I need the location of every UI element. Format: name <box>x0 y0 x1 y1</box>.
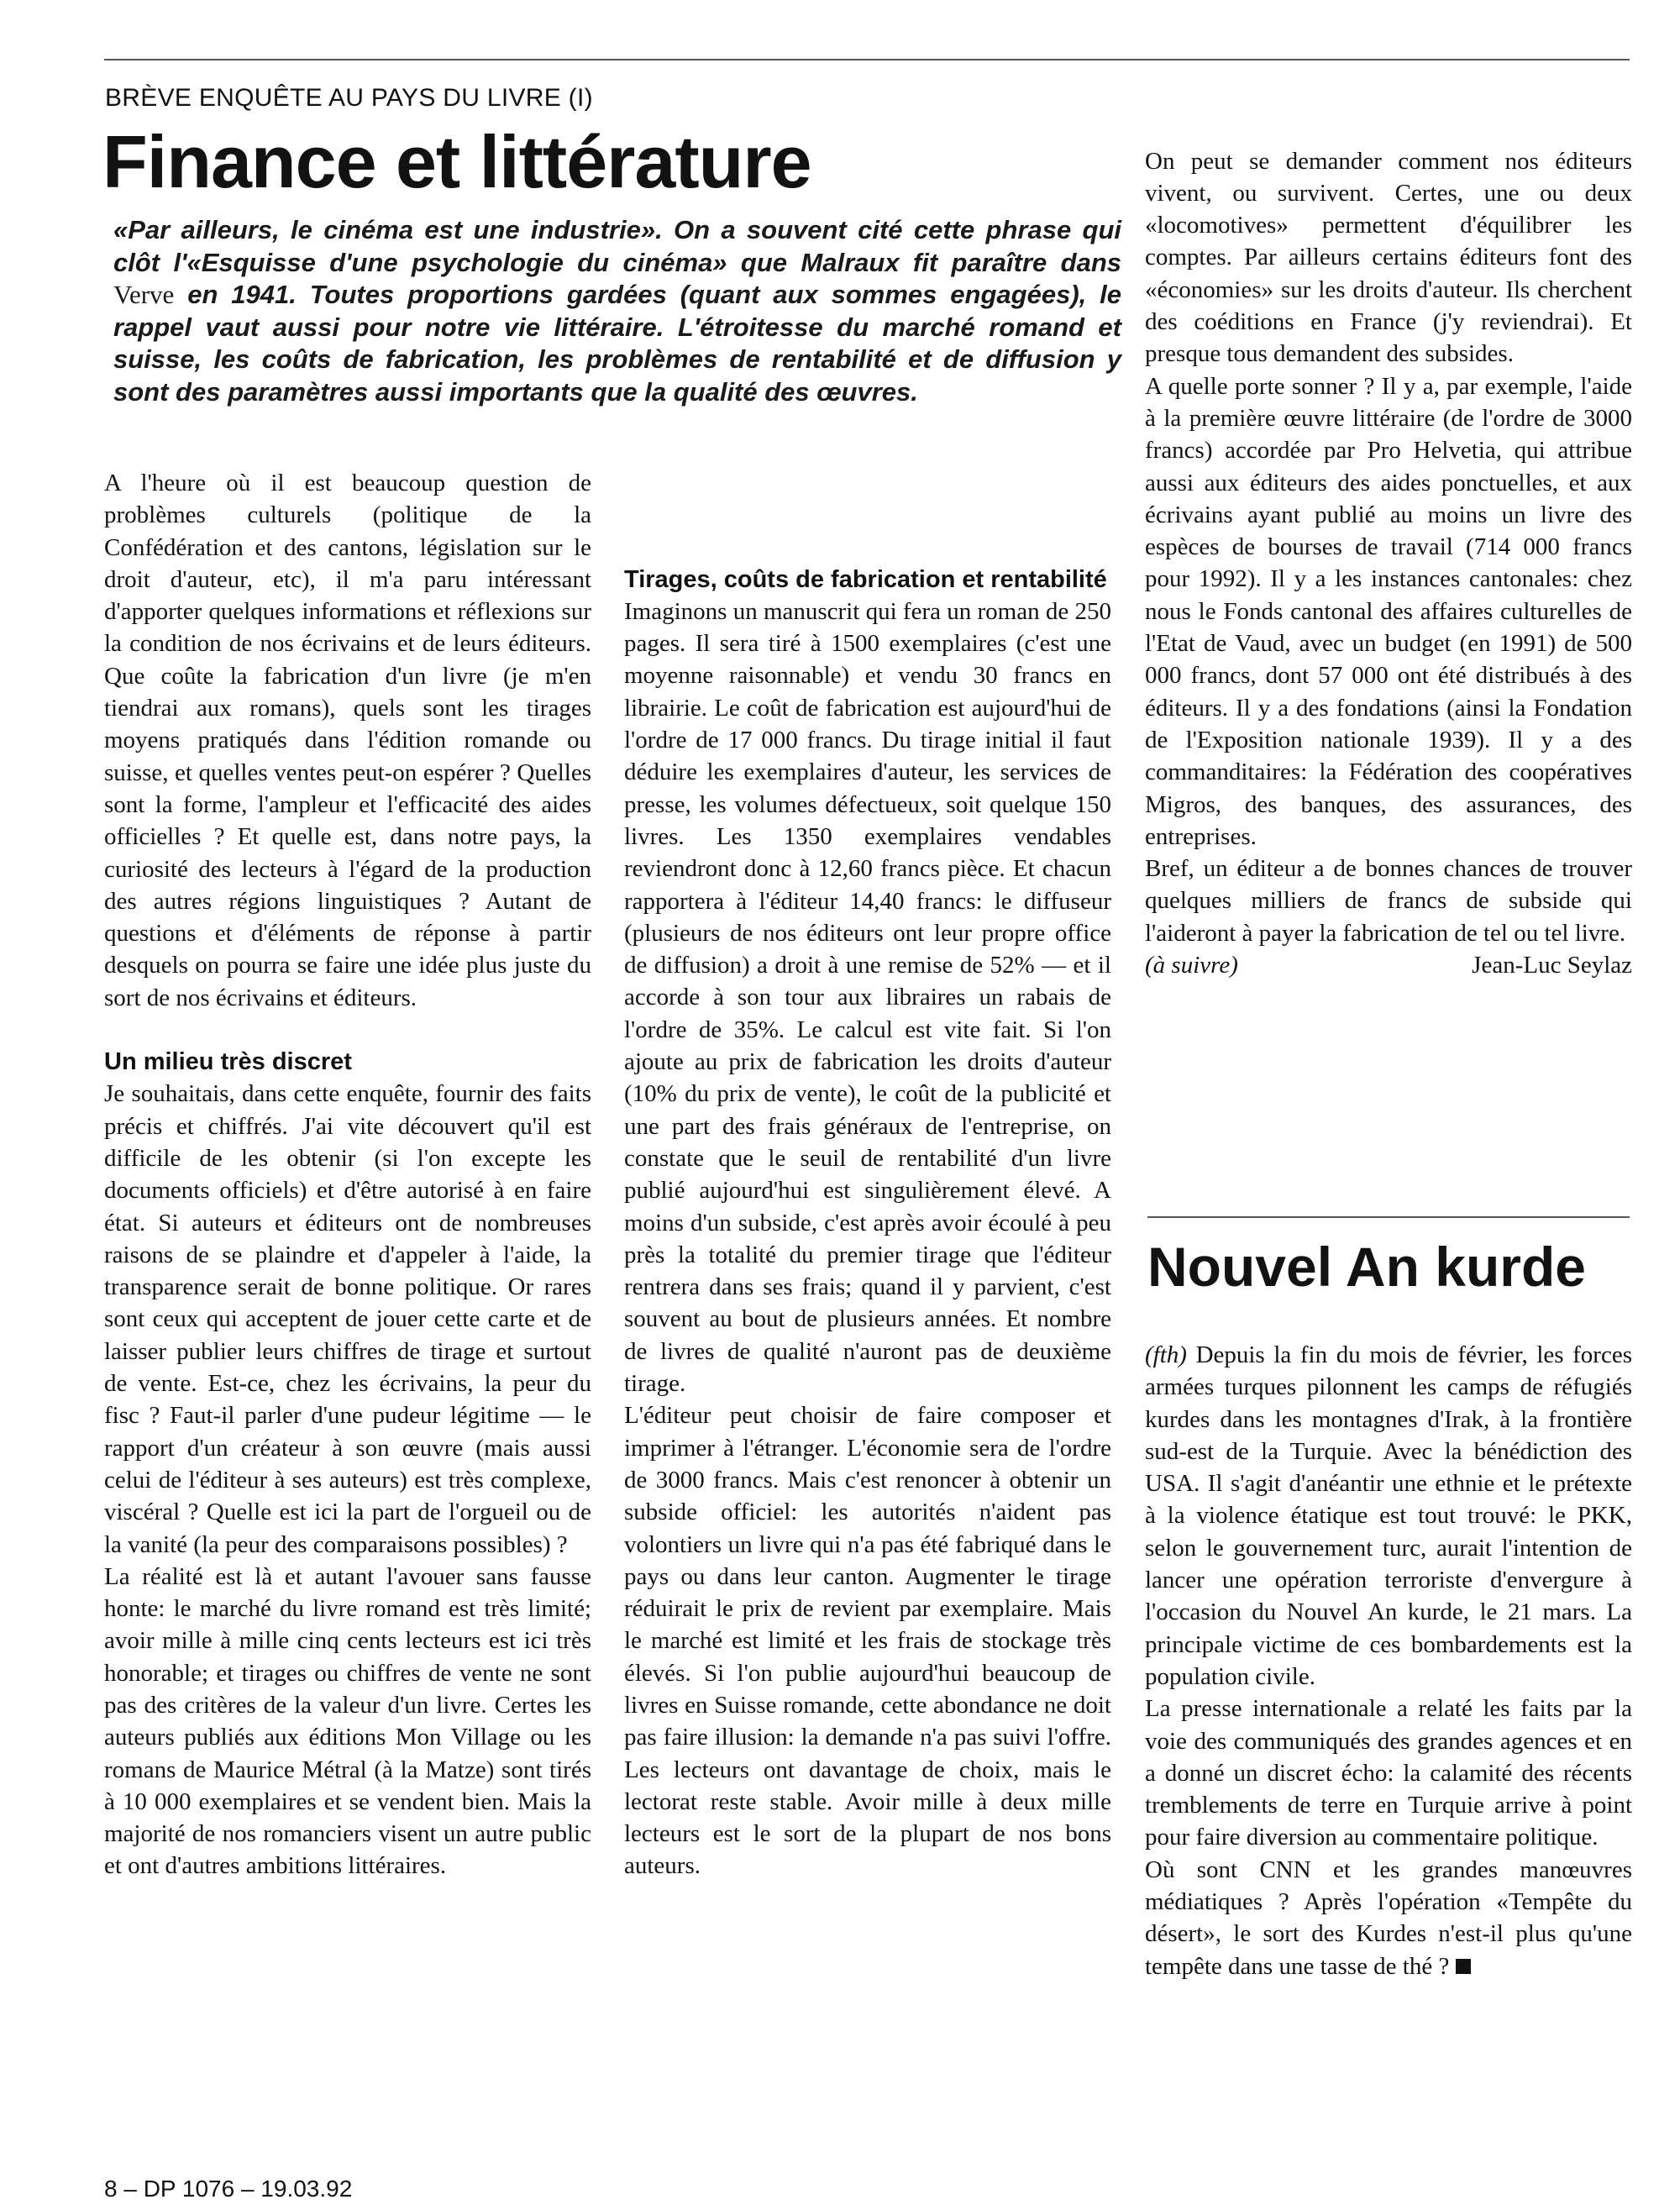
paragraph: (fth) Depuis la fin du mois de février, les forces armées turques pilonnent les camps de réfugiés kurdes dans les montagnes d'Irak, à la frontière sud-est de la Turquie. Avec la bénédiction des USA. Il s'agit d'anéantir une ethnie et le prétexte à la violence étatique est tout trouvé: le PKK, selon le gouvernement turc, aurait l'intention de lancer une opération terroriste d'envergure à l'occasion du Nouvel An kurde, le 21 mars. La principale victime de ces bombardements est la population civile. <box>1145 1341 1632 1690</box>
lead-journal-name: Verve <box>113 280 175 309</box>
paragraph: La réalité est là et autant l'avouer sans fausse honte: le marché du livre romand est très limité; avoir mille à mille cinq cents lecteurs est ici très honorable; et tirages ou chiffres de vente ne sont pas des critères de la valeur d'un livre. Certes les auteurs publiés aux éditions Mon Village ou les romans de Maurice Métral (à la Matze) sont tirés à 10 000 exemplaires et se vendent bien. Mais la majorité de nos romanciers visent un autre public et ont d'autres ambitions littéraires. <box>104 1562 591 1880</box>
article-title: Finance et littérature <box>102 120 811 203</box>
article-divider <box>1147 1216 1630 1218</box>
text-column-1 <box>104 467 591 1882</box>
paragraph: On peut se demander comment nos éditeurs vivent, ou survivent. Certes, une ou deux «locomotives» permettent d'équilibrer les comptes. Par ailleurs certains éditeurs font des «économies» sur les droits d'auteur. Ils cherchent des coéditions en France (j'y reviendrai). Et presque tous demandent des subsides. <box>1145 147 1632 368</box>
article-kicker: BRÈVE ENQUÊTE AU PAYS DU LIVRE (I) <box>105 84 593 112</box>
signature-line <box>1145 949 1632 981</box>
section-heading-milieu: Un milieu très discret <box>104 1048 352 1076</box>
end-of-article-mark <box>1456 1959 1471 1974</box>
section-heading-tirages: Tirages, coûts de fabrication et rentabilité <box>624 565 1107 593</box>
lead-text-1: «Par ailleurs, le cinéma est une industrie». On a souvent cité cette phrase qui clôt l'«Esquisse d'une psychologie du cinéma» que Malraux fit paraître dans <box>113 215 1121 277</box>
paragraph: Imaginons un manuscrit qui fera un roman de 250 pages. Il sera tiré à 1500 exemplaires (c'est une moyenne raisonnable) et vendu 30 francs en librairie. Le coût de fabrication est aujourd'hui de l'ordre de 17 000 francs. Du tirage initial il faut déduire les exemplaires d'auteur, les services de presse, les volumes défectueux, soit quelque 150 livres. Les 1350 exemplaires vendables reviendront donc à 12,60 francs pièce. Et chacun rapportera à l'éditeur 14,40 francs: le diffuseur (plusieurs de nos éditeurs ont leur propre office de diffusion) a droit à une remise de 52% — et il accorde à son tour aux libraires un rabais de l'ordre de 35%. Le calcul est vite fait. Si l'on ajoute au prix de fabrication les droits d'auteur (10% du prix de vente), le coût de la publicité et une part des frais généraux de l'entreprise, on constate que le seuil de rentabilité d'un livre publié aujourd'hui est singulièrement élevé. A moins d'un subside, c'est après avoir écoulé à peu près la totalité du premier tirage que l'éditeur rentrera dans ses frais; quand il y parvient, c'est souvent au bout de plusieurs années. Et nombre de livres de qualité n'auront pas de deuxième tirage. <box>624 597 1111 1398</box>
text-column-3 <box>1145 81 1632 981</box>
article-lead <box>113 214 1121 408</box>
top-rule <box>104 59 1630 60</box>
byline: (fth) <box>1145 1341 1187 1368</box>
paragraph: A l'heure où il est beaucoup question de problèmes culturels (politique de la Confédération et des cantons, législation sur le droit d'auteur, etc), il m'a paru intéressant d'apporter quelques informations et réflexions sur la condition de nos écrivains et de leurs éditeurs. Que coûte la fabrication d'un livre (je m'en tiendrai aux romans), quels sont les tirages moyens pratiqués dans l'édition romande ou suisse, et quelles ventes peut-on espérer ? Quelles sont la forme, l'ampleur et l'efficacité des aides officielles ? Et quelle est, dans notre pays, la curiosité des lecteurs à l'égard de la production des autres régions linguistiques ? Autant de questions et d'éléments de réponse à partir desquels on pourra se faire une idée plus juste du sort de nos écrivains et éditeurs. <box>104 470 591 1011</box>
paragraph: La presse internationale a relaté les faits par la voie des communiqués des grandes agences et en a donné un discret écho: la calamité des récents tremblements de terre en Turquie arrive à point pour faire diversion au commentaire politique. <box>1145 1695 1632 1851</box>
paragraph: Où sont CNN et les grandes manœuvres médiatiques ? Après l'opération «Tempête du désert», le sort des Kurdes n'est-il plus qu'une tempête dans une tasse de thé ? <box>1145 1856 1632 1980</box>
page-footer: 8 – DP 1076 – 19.03.92 <box>104 2176 353 2202</box>
paragraph: Je souhaitais, dans cette enquête, fournir des faits précis et chiffrés. J'ai vite découvert qu'il est difficile de les obtenir (si l'on excepte les documents officiels) et d'être autorisé à en faire état. Si auteurs et éditeurs ont de nombreuses raisons de se plaindre et d'appeler à l'aide, la transparence serait de bonne politique. Or rares sont ceux qui acceptent de jouer cette carte et de laisser publier leurs chiffres de tirage et surtout de vente. Est-ce, chez les écrivains, la peur du fisc ? Faut-il parler d'une pudeur légitime — le rapport d'un créateur à son œuvre (mais aussi celui de l'éditeur à ses auteurs) est très complexe, viscéral ? Quelle est ici la part de l'orgueil ou de la vanité (la peur des comparaisons possibles) ? <box>104 1080 591 1558</box>
article-2-title: Nouvel An kurde <box>1147 1236 1586 1298</box>
text-column-2 <box>624 467 1111 1882</box>
to-be-continued: (à suivre) <box>1145 952 1238 979</box>
paragraph: L'éditeur peut choisir de faire composer et imprimer à l'étranger. L'économie sera de l'ordre de 3000 francs. Mais c'est renoncer à obtenir un subside officiel: les autorités n'aident pas volontiers un livre qui n'a pas été fabriqué dans le pays ou dans leur canton. Augmenter le tirage réduirait le prix de revient par exemplaire. Mais le marché est limité et les frais de stockage très élevés. Si l'on publie aujourd'hui beaucoup de livres en Suisse romande, cette abondance ne doit pas faire illusion: la demande n'a pas suivi l'offre. Les lecteurs ont davantage de choix, mais le lectorat reste stable. Avoir mille à deux mille lecteurs est le sort de la plupart de nos bons auteurs. <box>624 1402 1111 1880</box>
paragraph: A quelle porte sonner ? Il y a, par exemple, l'aide à la première œuvre littéraire (de l'ordre de 3000 francs) accordée par Pro Helvetia, qui attribue aussi aux éditeurs des aides ponctuelles, et aux écrivains ayant publié au moins un livre des espèces de bourses de travail (714 000 francs pour 1992). Il y a les instances cantonales: chez nous le Fonds cantonal des affaires culturelles de l'Etat de Vaud, avec un budget (en 1991) de 500 000 francs, dont 57 000 ont été distribués à des éditeurs. Il y a des fondations (ainsi la Fondation de l'Exposition nationale 1939). Il y a des commanditaires: la Fédération des coopératives Migros, des banques, des assurances, des entreprises. <box>1145 372 1632 850</box>
text-column-4 <box>1145 1339 1632 1982</box>
lead-text-2: en 1941. Toutes proportions gardées (quant aux sommes engagées), le rappel vaut aussi pour notre vie littéraire. L'étroitesse du marché romand et suisse, les coûts de fabrication, les problèmes de rentabilité et de diffusion y sont des paramètres aussi importants que la qualité des œuvres. <box>113 280 1121 407</box>
author-name: Jean-Luc Seylaz <box>1472 952 1632 979</box>
paragraph: Bref, un éditeur a de bonnes chances de trouver quelques milliers de francs de subside qui l'aideront à payer la fabrication de tel ou tel livre. <box>1145 855 1632 947</box>
